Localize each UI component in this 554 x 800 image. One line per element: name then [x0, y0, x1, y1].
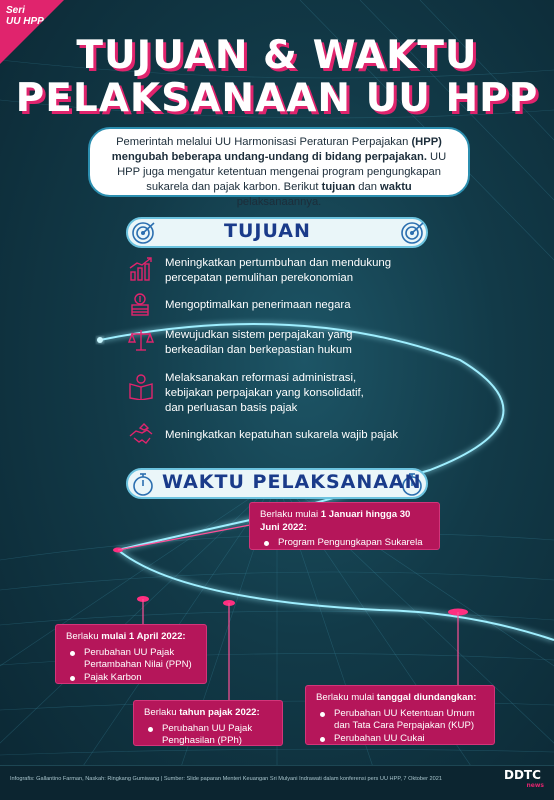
goal-line: berkeadilan dan berkepastian hukum [165, 344, 352, 356]
card-pre: Berlaku mulai [260, 509, 319, 520]
card-list [316, 708, 484, 746]
page-title-line2: PELAKSANAAN UU HPP [15, 76, 539, 121]
logo-sub: news [526, 782, 544, 789]
page-title-line1: TUJUAN & WAKTU [76, 33, 478, 78]
goal-line: dan perluasan basis pajak [165, 402, 298, 414]
target-icon [130, 220, 156, 246]
reform-book-icon [128, 374, 154, 400]
card-heading [316, 692, 484, 705]
tujuan-title: TUJUAN [224, 220, 311, 242]
growth-chart-icon [128, 256, 154, 282]
scale-icon [128, 327, 154, 353]
intro-tujuan: tujuan [321, 181, 356, 193]
intro-dan: dan [358, 181, 377, 193]
card-heading [66, 631, 196, 644]
intro-text-3: pelaksanaannya. [236, 196, 322, 208]
card-item: Perubahan UU Pajak Penghasilan (PPh) [156, 723, 272, 748]
intro-waktu: waktu [380, 181, 412, 193]
timeline-card-pps [249, 502, 440, 550]
logo-text: DDTC [504, 768, 541, 782]
stopwatch-icon [130, 471, 156, 497]
card-heading [144, 707, 272, 720]
card-item: Program Pengungkapan Sukarela [272, 537, 429, 550]
intro-box [88, 127, 470, 208]
footer-source-text: Sumber: Slide paparan Menteri Keuangan Sri Mulyani Indrawati dalam konferensi pers UU HPP, 7 Oktober 2021 [163, 776, 442, 782]
series-label-line1: Seri [6, 5, 25, 16]
card-pre: Berlaku [66, 631, 99, 642]
goal-item [165, 428, 398, 443]
target-icon [399, 220, 425, 246]
card-item: Perubahan UU Ketentuan Umum dan Tata Cara Perpajakan (KUP) [328, 708, 484, 733]
footer-credits: Infografis: Gallantino Farman, Naskah: Ringkang Gumiwang | Sumber: Slide paparan Menteri Keuangan Sri Mulyani Indrawati dalam konferensi pers UU HPP, 7 Oktober 2021 [10, 776, 442, 782]
intro-text-2: UU HPP juga mengatur ketentuan mengenai program pengungkapan sukarela dan pajak karbon. Berikut [117, 151, 447, 193]
goal-line: percepatan pemulihan perekonomian [165, 272, 354, 284]
intro-text-1: Pemerintah melalui UU Harmonisasi Peraturan Perpajakan [116, 136, 409, 148]
timeline-card-kup [305, 685, 495, 745]
card-item: Perubahan UU Pajak Pertambahan Nilai (PPN) [78, 647, 196, 672]
card-pre: Berlaku mulai [316, 692, 375, 703]
card-item: Pajak Karbon [78, 672, 196, 685]
handshake-icon [128, 422, 154, 448]
card-date: tanggal diundangkan: [376, 692, 477, 703]
ddtc-logo [504, 768, 544, 792]
goal-item [165, 371, 364, 416]
money-stack-icon [128, 291, 154, 317]
card-list [260, 537, 429, 550]
card-item: Perubahan UU Cukai [328, 733, 484, 746]
goal-line: Melaksanakan reformasi administrasi, [165, 372, 357, 384]
card-date: tahun pajak 2022: [179, 707, 260, 718]
goal-line: Meningkatkan kepatuhan sukarela wajib pajak [165, 429, 399, 441]
waktu-title: WAKTU PELAKSANAAN [162, 471, 422, 493]
footer-credits-text: Infografis: Gallantino Farman, Naskah: Ringkang Gumiwang [10, 776, 160, 782]
card-list [144, 723, 272, 748]
series-label-line2: UU HPP [6, 16, 44, 27]
timeline-card-ppn [55, 624, 207, 684]
series-label [6, 5, 44, 27]
card-pre: Berlaku [144, 707, 177, 718]
intro-bold-1: mengubah beberapa undang-undang di bidang perpajakan. [111, 151, 427, 163]
goal-line: Mewujudkan sistem perpajakan yang [165, 329, 353, 341]
card-list [66, 647, 196, 685]
goal-item [165, 298, 351, 313]
goal-line: Meningkatkan pertumbuhan dan mendukung [165, 257, 392, 269]
goal-item [165, 256, 391, 286]
card-heading [260, 509, 429, 534]
timeline-card-pph [133, 700, 283, 746]
intro-hpp: (HPP) [411, 136, 442, 148]
goal-line: Mengoptimalkan penerimaan negara [165, 299, 351, 311]
goal-line: kebijakan perpajakan yang konsolidatif, [165, 387, 364, 399]
card-date: mulai 1 April 2022: [101, 631, 186, 642]
goal-item [165, 328, 352, 358]
card-date: 1 Januari hingga 30 Juni 2022: [260, 509, 411, 533]
